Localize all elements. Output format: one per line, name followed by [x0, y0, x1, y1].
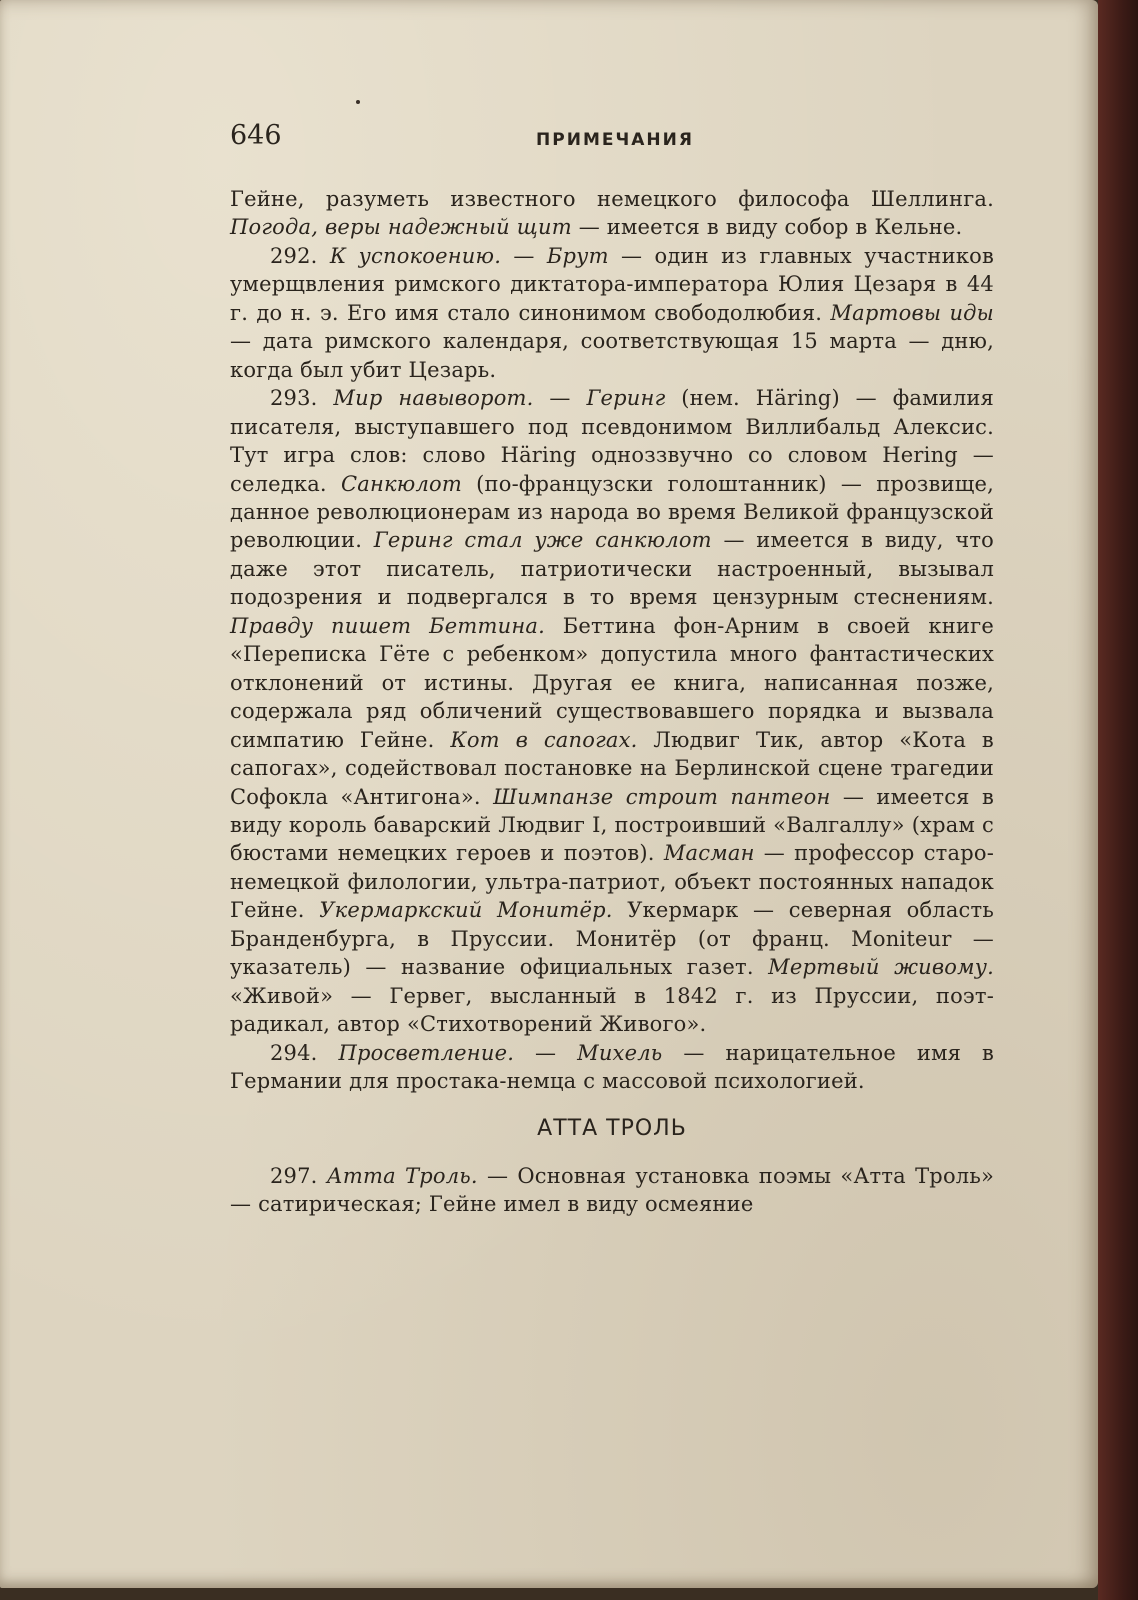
note-italic-term: Мертвый живому. — [768, 955, 995, 980]
note-293 — [230, 384, 994, 1038]
note-text: — профессор старо-немецкой филологии, ультра-патриот, объект постоянных нападок Гейне. — [230, 841, 994, 923]
running-head: ПРИМЕЧАНИЯ — [536, 130, 694, 150]
note-text: Укермарк — северная область Бранденбурга, в Пруссии. Монитёр (от франц. Moniteur — указатель) — название официальных газет. — [230, 898, 994, 980]
note-italic-term: Геринг — [586, 386, 666, 411]
note-italic-term: Шимпанзе строит пантеон — [493, 784, 831, 809]
note-text: — дата римского календаря, соответствующая 15 марта — дню, когда был убит Цезарь. — [230, 329, 994, 382]
note-text: — имеется в виду, что даже этот писатель, патриотически настроенный, вызывал подозрения и подвергался в то время цензурным стеснениям. — [230, 528, 994, 610]
book-spine — [1098, 0, 1138, 1600]
note-text: — — [533, 386, 587, 411]
note-text: «Живой» — Гервег, высланный в 1842 г. из Пруссии, поэт-радикал, автор «Стихотворений Живого». — [230, 983, 994, 1037]
note-italic-term: Мартовы иды — [830, 300, 994, 325]
note-text: (по-французски голоштанник) — прозвище, данное революционерам из народа во время Великой французской революции. — [230, 471, 994, 553]
note-italic-term: Укермаркский Монитёр. — [319, 898, 613, 923]
note-text: 292. — [270, 243, 330, 268]
note-continuation — [230, 185, 994, 242]
note-italic-term: Погода, веры надежный щит — [230, 215, 572, 240]
note-text: 297. — [270, 1163, 327, 1188]
note-text: Гейне, разуметь известного немецкого философа Шеллинга. — [230, 187, 994, 211]
note-italic-term: Правду пишет Беттина. — [230, 613, 545, 638]
note-italic-term: Атта Троль. — [326, 1163, 478, 1188]
note-text: — один из главных участников умерщвления римского диктатора-императора Юлия Цезаря в 44 г. до н. э. Его имя стало синонимом свободолюбия. — [230, 243, 995, 325]
note-italic-term: Брут — [546, 243, 609, 268]
note-text: 294. — [270, 1040, 339, 1065]
notes-body — [230, 185, 994, 1218]
note-text: — имеется в виду собор в Кельне. — [571, 215, 963, 240]
note-italic-term: Мир навыворот. — [333, 386, 534, 411]
note-italic-term: Просветление. — [338, 1040, 515, 1065]
note-italic-term: Санкюлот — [341, 471, 462, 496]
note-italic-term: Масман — [663, 841, 755, 866]
note-italic-term: Кот в сапогах. — [450, 727, 638, 752]
page-number: 646 — [230, 120, 282, 151]
note-text: — нарицательное имя в Германии для простака-немца с массовой психологией. — [230, 1040, 994, 1094]
note-text: — — [501, 243, 547, 268]
note-297 — [230, 1162, 994, 1219]
print-speck — [356, 100, 360, 104]
note-text: — — [514, 1040, 578, 1065]
note-text: 293. — [270, 386, 334, 411]
note-text: (нем. Häring) — фамилия писателя, выступавшего под псевдонимом Виллибальд Алексис. Тут игра слов: слово Häring одноззвучно со словом Hering — селедка. — [230, 386, 995, 496]
note-italic-term: Геринг стал уже санкюлот — [373, 528, 712, 553]
note-292 — [230, 242, 994, 384]
note-italic-term: Михель — [577, 1040, 663, 1065]
page-header — [230, 120, 1000, 160]
section-title: АТТА ТРОЛЬ — [537, 1115, 687, 1141]
note-text: Людвиг Тик, автор «Кота в сапогах», содействовал постановке на Берлинской сцене трагедии Софокла «Антигона». — [230, 727, 994, 809]
note-text: Беттина фон-Арним в своей книге «Переписка Гёте с ребенком» допустила много фантастических отклонений от истины. Другая ее книга, написанная позже, содержала ряд обличений существовавшего порядка и вызвала симпатию Гейне. — [230, 613, 994, 752]
note-italic-term: К успокоению. — [329, 243, 502, 268]
note-text: — имеется в виду король баварский Людвиг I, построивший «Валгаллу» (храм с бюстами немецких героев и поэтов). — [230, 784, 994, 866]
note-text: — Основная установка поэмы «Атта Троль» — сатирическая; Гейне имел в виду осмеяние — [230, 1163, 995, 1216]
note-294 — [230, 1039, 994, 1096]
